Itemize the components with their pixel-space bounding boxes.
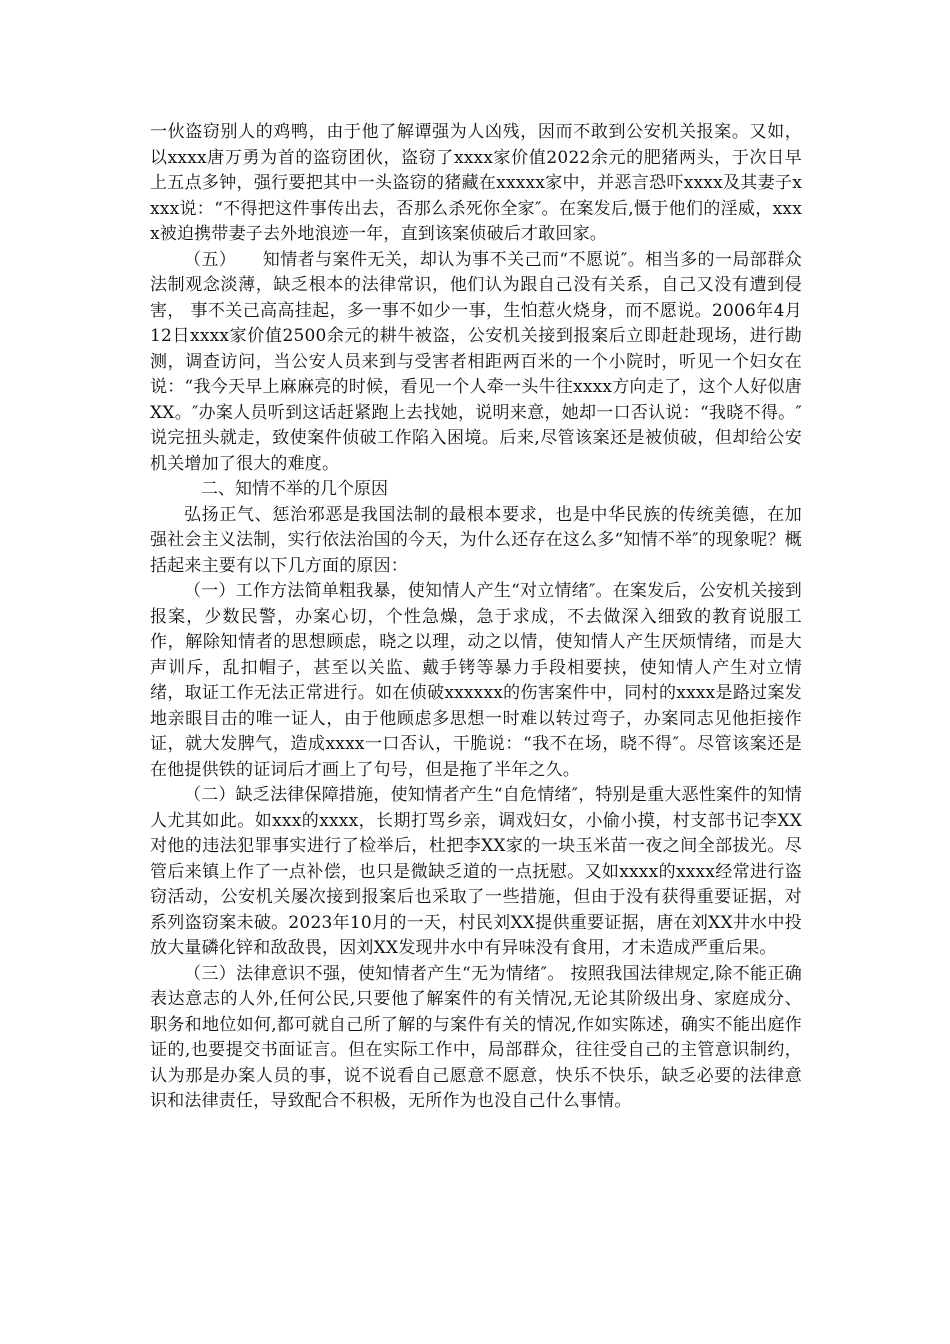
paragraph-intro-reasons: 弘扬正气、惩治邪恶是我国法制的最根本要求，也是中华民族的传统美德，在加强社会主义法制，实行依法治国的今天，为什么还存在这么多“知情不举″的现象呢？概括起来主要有以下几方面的原因： <box>150 504 802 576</box>
paragraph-section-five: （五） 知情者与案件无关，却认为事不关己而“不愿说″。相当多的一局部群众法制观念淡薄，缺乏根本的法律常识，他们认为跟自己没有关系，自己又没有遭到侵害， 事不关己高高挂起，多一事不如少一事，生怕惹火烧身，而不愿说。2006年4月12日xxxx家价值2500余元的耕牛被盗，公安机关接到报案后立即赶赴现场，进行勘测，调查访问，当公安人员来到与受害者相距两百米的一个小院时，听见一个妇女在说：“我今天早上麻麻亮的时候，看见一个人牵一头牛往xxxx方向走了，这个人好似唐XX。″办案人员听到这话赶紧跑上去找她，说明来意，她却一口否认说：“我晓不得。″说完扭头就走，致使案件侦破工作陷入困境。后来,尽管该案还是被侦破，但却给公安机关增加了很大的难度。 <box>150 249 802 474</box>
paragraph-reason-three: （三）法律意识不强，使知情者产生“无为情绪″。 按照我国法律规定,除不能正确表达意志的人外,任何公民,只要他了解案件的有关情况,无论其阶级出身、家庭成分、职务和地位如何,都可就自己所了解的与案件有关的情况,作如实陈述，确实不能出庭作证的,也要提交书面证言。但在实际工作中，局部群众，往往受自己的主管意识制约，认为那是办案人员的事，说不说看自己愿意不愿意，快乐不快乐，缺乏必要的法律意识和法律责任，导致配合不积极，无所作为也没自己什么事情。 <box>150 963 802 1111</box>
paragraph-reason-two: （二）缺乏法律保障措施，使知情者产生“自危情绪″，特别是重大恶性案件的知情人尤其如此。如xxx的xxxx，长期打骂乡亲，调戏妇女，小偷小摸，村支部书记李XX对他的违法犯罪事实进行了检举后，杜把李XX家的一块玉米苗一夜之间全部拔光。尽管后来镇上作了一点补偿，也只是微缺乏道的一点抚慰。又如xxxx的xxxx经常进行盗窃活动，公安机关屡次接到报案后也采取了一些措施，但由于没有获得重要证据，对系列盗窃案未破。2023年10月的一天，村民刘XX提供重要证据，唐在刘XX井水中投放大量磷化锌和敌敌畏，因刘XX发现井水中有异味没有食用，才未造成严重后果。 <box>150 785 802 958</box>
section-heading: 二、知情不举的几个原因 <box>201 479 388 499</box>
paragraph-reason-one: （一）工作方法简单粗我暴，使知情人产生“对立情绪″。在案发后，公安机关接到报案，少数民警，办案心切，个性急燥，急于求成，不去做深入细致的教育说服工作，解除知情者的思想顾虑，晓之以理，动之以情，使知情人产生厌烦情绪，而是大声训斥，乱扣帽子，甚至以关监、戴手铐等暴力手段相要挟，使知情人产生对立情绪，取证工作无法正常进行。如在侦破xxxxxx的伤害案件中，同村的xxxx是路过案发地亲眼目击的唯一证人，由于他顾虑多思想一时难以转过弯子，办案同志见他拒接作证，就大发脾气，造成xxxx一口否认，干脆说：“我不在场，晓不得″。尽管该案还是在他提供铁的证词后才画上了句号，但是拖了半年之久。 <box>150 581 802 780</box>
document-page <box>150 120 802 1115</box>
paragraph-continuation: 一伙盗窃别人的鸡鸭，由于他了解谭强为人凶残，因而不敢到公安机关报案。又如，以xxxx唐万勇为首的盗窃团伙，盗窃了xxxx家价值2022余元的肥猪两头，于次日早上五点多钟，强行要把其中一头盗窃的猪藏在xxxxx家中，并恶言恐吓xxxx及其妻子xxxx说：“不得把这件事传出去，否那么杀死你全家″。在案发后,慑于他们的淫威，xxxx被迫携带妻子去外地浪迹一年，直到该案侦破后才敢回家。 <box>150 122 802 244</box>
